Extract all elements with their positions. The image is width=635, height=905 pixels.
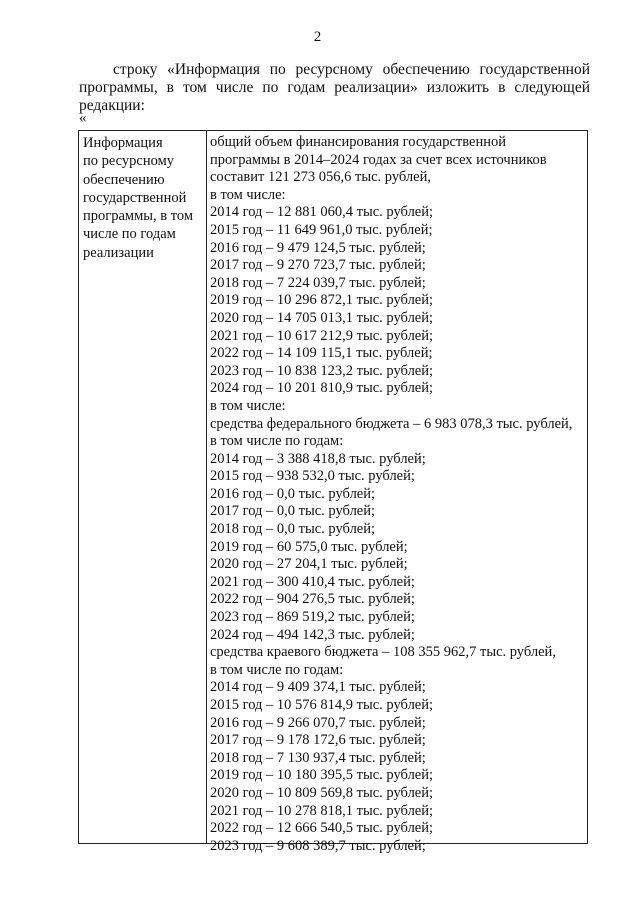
financing-details-cell — [210, 134, 588, 855]
financing-line: в том числе: — [210, 397, 286, 414]
resource-info-table — [78, 130, 588, 854]
row-label-cell — [83, 134, 201, 262]
financing-line: в том числе: — [210, 186, 286, 203]
financing-line: 2018 год – 0,0 тыс. рублей; — [210, 521, 376, 538]
financing-line: средства федерального бюджета – 6 983 078,3 тыс. рублей, — [210, 415, 573, 432]
financing-line: 2019 год – 10 180 395,5 тыс. рублей; — [210, 767, 434, 784]
label-line: государственной — [83, 189, 187, 206]
financing-line: 2023 год – 9 608 389,7 тыс. рублей; — [210, 837, 426, 854]
financing-line: 2023 год – 869 519,2 тыс. рублей; — [210, 609, 415, 626]
intro-line-3: редакции: — [79, 97, 145, 114]
financing-line: средства краевого бюджета – 108 355 962,7 тыс. рублей, — [210, 644, 556, 661]
financing-line: 2017 год – 9 270 723,7 тыс. рублей; — [210, 257, 426, 274]
financing-line: 2015 год – 10 576 814,9 тыс. рублей; — [210, 697, 434, 713]
financing-line: 2015 год – 938 532,0 тыс. рублей; — [210, 468, 415, 485]
label-line: Информация — [83, 135, 163, 151]
financing-line: общий объем финансирования государственной — [210, 134, 506, 150]
financing-line: 2014 год – 9 409 374,1 тыс. рублей; — [210, 679, 426, 696]
financing-line: 2020 год – 27 204,1 тыс. рублей; — [210, 556, 408, 573]
financing-line: 2023 год – 10 838 123,2 тыс. рублей; — [210, 362, 434, 379]
intro-line-2: программы, в том числе по годам реализации» изложить в следующей — [79, 79, 590, 96]
label-line: обеспечению — [83, 171, 165, 188]
financing-line: 2016 год – 9 266 070,7 тыс. рублей; — [210, 714, 426, 731]
financing-line: 2018 год – 7 224 039,7 тыс. рублей; — [210, 274, 426, 291]
financing-line: 2014 год – 12 881 060,4 тыс. рублей; — [210, 204, 434, 221]
financing-line: 2016 год – 9 479 124,5 тыс. рублей; — [210, 239, 426, 256]
financing-line: 2024 год – 494 142,3 тыс. рублей; — [210, 626, 415, 643]
financing-line: 2022 год – 14 109 115,1 тыс. рублей; — [210, 345, 433, 362]
financing-line: 2021 год – 300 410,4 тыс. рублей; — [210, 573, 415, 590]
financing-line: 2017 год – 0,0 тыс. рублей; — [210, 503, 376, 520]
financing-line: 2014 год – 3 388 418,8 тыс. рублей; — [210, 450, 426, 467]
financing-line: 2021 год – 10 617 212,9 тыс. рублей; — [210, 327, 434, 344]
financing-line: 2017 год – 9 178 172,6 тыс. рублей; — [210, 732, 426, 749]
column-divider — [206, 131, 207, 843]
financing-line: программы в 2014–2024 годах за счет всех источников — [210, 151, 547, 168]
intro-line-1: строку «Информация по ресурсному обеспечению государственной — [113, 61, 590, 78]
financing-line: 2016 год – 0,0 тыс. рублей; — [210, 485, 376, 502]
label-line: реализации — [83, 244, 154, 261]
financing-line: 2019 год – 60 575,0 тыс. рублей; — [210, 538, 408, 555]
financing-line: в том числе по годам: — [210, 433, 344, 450]
label-line: программы, в том — [83, 208, 194, 225]
label-line: по ресурсному — [83, 153, 175, 170]
financing-line: 2015 год – 11 649 961,0 тыс. рублей; — [210, 221, 433, 238]
financing-line: 2018 год – 7 130 937,4 тыс. рублей; — [210, 749, 426, 766]
opening-quote-mark: « — [79, 110, 87, 126]
intro-paragraph — [79, 61, 590, 115]
financing-line: 2024 год – 10 201 810,9 тыс. рублей; — [210, 380, 434, 397]
financing-line: составит 121 273 056,6 тыс. рублей, — [210, 169, 431, 186]
financing-line: 2021 год – 10 278 818,1 тыс. рублей; — [210, 802, 434, 819]
financing-line: 2022 год – 12 666 540,5 тыс. рублей; — [210, 820, 434, 837]
financing-line: 2020 год – 14 705 013,1 тыс. рублей; — [210, 309, 434, 326]
financing-line: в том числе по годам: — [210, 661, 344, 678]
financing-line: 2019 год – 10 296 872,1 тыс. рублей; — [210, 292, 434, 309]
page-number: 2 — [313, 29, 322, 45]
financing-line: 2022 год – 904 276,5 тыс. рублей; — [210, 591, 415, 608]
label-line: числе по годам — [83, 226, 176, 243]
financing-line: 2020 год – 10 809 569,8 тыс. рублей; — [210, 784, 434, 801]
